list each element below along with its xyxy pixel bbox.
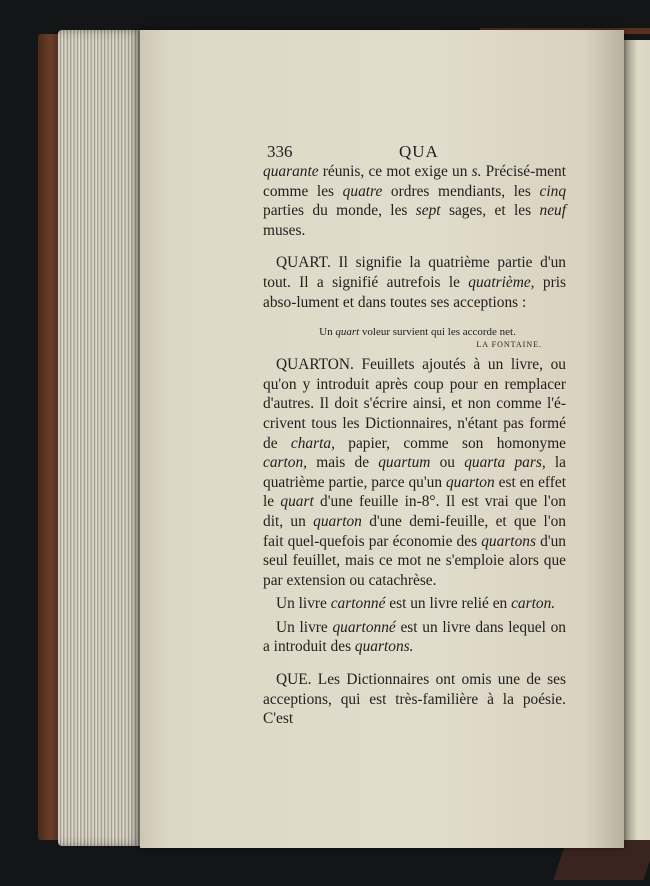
text-run: ordres mendiants, les [382,182,540,200]
text-run: d'une feuille in-8°. Il est vrai que l'on dit, un [263,493,566,530]
running-head: QUA [399,142,439,161]
text-run: quarton [313,512,362,530]
text-run: est un livre dans lequel on a introduit des [263,618,566,656]
entry-quart [263,253,566,312]
text-run: quartons. [354,638,414,656]
text-run: est en effet le [263,473,566,511]
text-run: d'une demi-feuille, et que l'on fait quel-quefois par économie des [263,512,566,550]
text-run: cinq [539,182,567,200]
text-run: est un livre relié en [385,595,512,613]
text-run: parties du monde, les [263,202,416,220]
paragraph-cartonne [263,594,566,614]
text-run: réunis, ce mot exige un [318,163,472,180]
text-run: sages, et les [440,202,540,220]
text-run: Un [319,326,336,339]
page-stack-edge [58,30,144,846]
text-run: pris abso-lument et dans toutes ses acceptions : [263,273,566,311]
text-run: quatrième, [468,273,535,291]
entry-quarton [263,355,566,590]
facing-page-edge [622,40,650,840]
text-run: quart [335,326,360,339]
text-run: s. [471,163,482,180]
text-run: Il signifie la quatrième partie d'un tout. Il a signifié autrefois le [263,254,566,291]
text-run: Un livre [276,595,331,613]
text-run: d'un seul feuillet, mais ce mot ne s'emploie alors que par extension ou catachrèse. [263,532,566,589]
text-run: QUART. [276,254,331,272]
text-run: quarta pars, [464,454,546,472]
text-run: carton, [263,454,308,472]
text-run: QUE. [276,671,312,689]
paragraph-quarante [263,162,566,240]
paragraph-quartonne [263,618,566,657]
text-run: quartons [481,532,536,550]
text-run: voleur survient qui les accorde net. [359,326,516,339]
text-run: la quatrième partie, parce qu'un [263,454,566,491]
page-header [263,140,566,162]
text-run: QUARTON. [276,356,354,374]
text-run: Feuillets ajoutés à un livre, ou qu'on y introduit après coup pour en remplacer d'autres. Il doit s'écrire ainsi, et non comme l'é-crivent tous les Dictionnaires, n'étant pas formé de [263,356,566,452]
text-run: quarton [445,473,495,491]
text-run: quartonné [332,618,396,636]
text-run: sept [415,202,441,220]
quotation-attribution: LA FONTAINE. [476,340,542,350]
entry-que [263,670,566,729]
text-run: quatre [342,182,383,200]
quotation [263,325,566,339]
text-run: charta, [290,434,335,452]
text-run: quart [280,493,314,511]
text-run: quartum [378,454,431,472]
text-run: Les Dictionnaires ont omis une de ses acceptions, qui est très-familière à la poésie. C'est [263,671,566,728]
text-run: carton. [511,595,556,613]
text-run: Précisé-ment comme les [263,163,566,200]
text-run: muses. [263,221,306,239]
text-run: cartonné [330,595,386,613]
text-run: quarante [263,163,319,180]
text-run: mais de [307,454,379,472]
page-number: 336 [267,142,293,161]
page-text [263,140,566,729]
text-run: papier, comme son homonyme [334,434,566,452]
text-run: Un livre [276,618,333,636]
text-run: neuf [539,202,566,220]
text-run: ou [430,454,465,472]
